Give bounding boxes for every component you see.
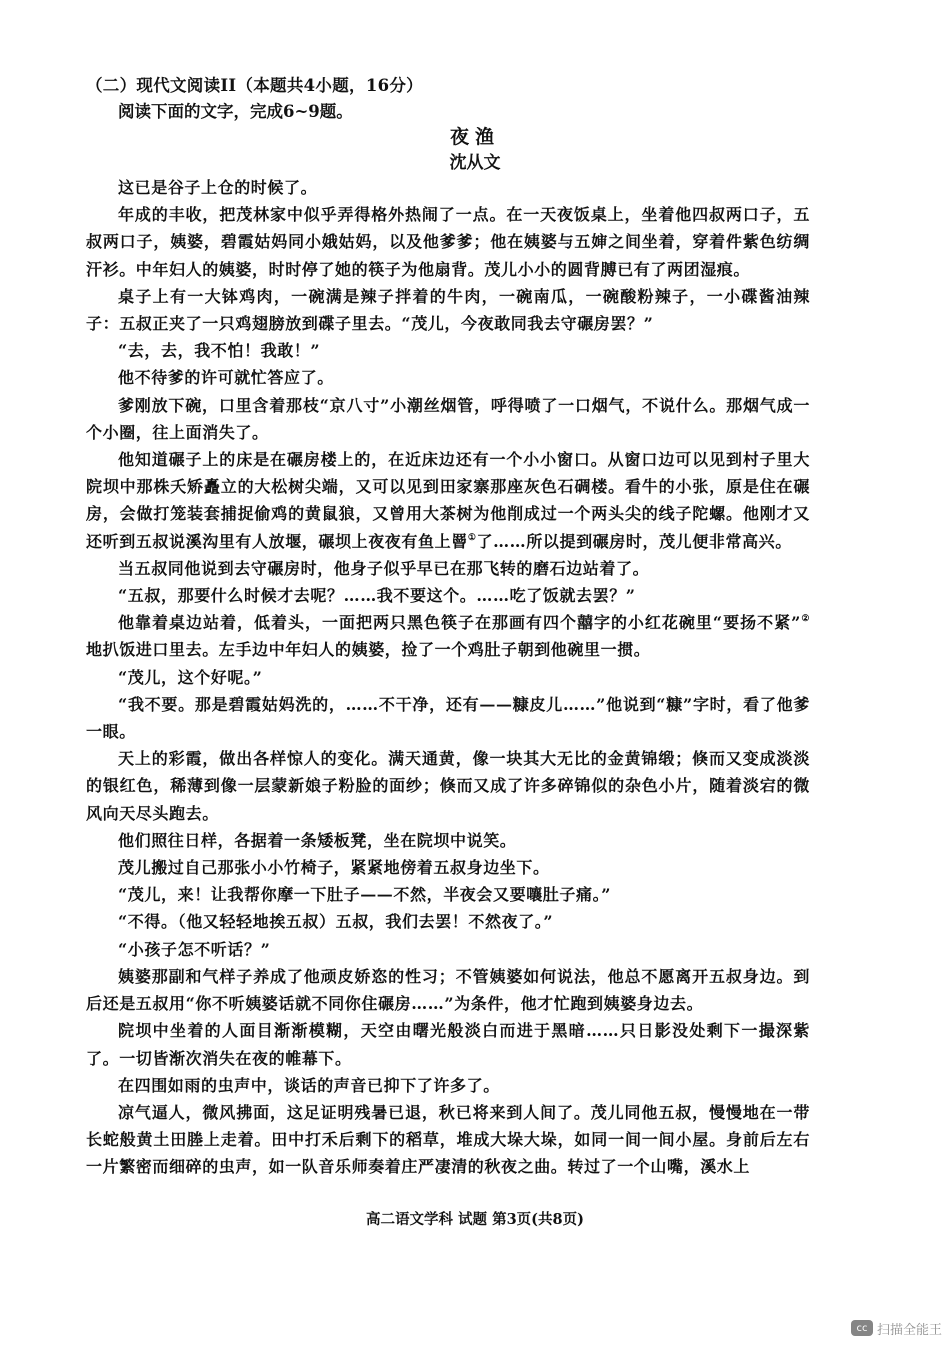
paragraph: 在四围如雨的虫声中，谈话的声音已抑下了许多了。	[118, 1075, 500, 1095]
paragraph: 当五叔同他说到去守碾房时，他身子似乎早已在那飞转的磨石边站着了。	[118, 558, 650, 578]
paragraph: 桌子上有一大钵鸡肉，一碗满是辣子拌着的牛肉，一碗南瓜，一碗酸粉辣子，一小碟酱油辣子：五叔正夹了一只鸡翅膀放到碟子里去。“茂儿，今夜敢同我去守碾房罢？”	[86, 286, 810, 334]
section-heading: （二）现代文阅读II（本题共4小题，16分）	[86, 76, 423, 95]
page-footer: 高二语文学科 试题 第3页(共8页)	[366, 1211, 584, 1228]
paragraph: “小孩子怎不听话？”	[118, 939, 271, 959]
paragraph: 他们照往日样，各据着一条矮板凳，坐在院坝中说笑。	[118, 830, 517, 850]
paragraph: “茂儿，这个好呢。”	[118, 667, 263, 687]
paragraph-text: 地扒饭进口里去。左手边中年妇人的姨婆，捡了一个鸡肚子朝到他碗里一掼。	[86, 640, 651, 660]
paragraph: 姨婆那副和气样子养成了他顽皮娇恣的性习；不管姨婆如何说法，他总不愿离开五叔身边。到后还是五叔用“你不听姨婆话就不同你住碾房……”为条件，他才忙跑到姨婆身边去。	[86, 966, 810, 1014]
paragraph: 天上的彩霞，做出各样惊人的变化。满天通黄，像一块其大无比的金黄锦缎；倏而又变成淡淡的银红色，稀薄到像一层蒙新娘子粉脸的面纱；倏而又成了许多碎锦似的杂色小片，随着淡宕的微风向天尽头跑去。	[86, 749, 810, 823]
paragraph: 茂儿搬过自己那张小小竹椅子，紧紧地傍着五叔身边坐下。	[118, 858, 550, 878]
paragraph	[86, 446, 810, 555]
paragraph: “茂儿，来！让我帮你摩一下肚子——不然，半夜会又要嚷肚子痛。”	[118, 885, 612, 905]
scanner-watermark	[851, 1318, 942, 1338]
article-author: 沈从文	[449, 153, 501, 173]
paragraph: 院坝中坐着的人面目渐渐模糊，天空由曙光般淡白而进于黑暗……只日影没处剩下一撮深紫了。一切皆渐次消失在夜的帷幕下。	[86, 1021, 810, 1068]
paragraph: “不得。（他又轻轻地挨五叔）五叔，我们去罢！不然夜了。”	[118, 912, 554, 932]
paragraph-text: 了……所以提到碾房时，茂儿便非常高兴。	[476, 531, 792, 551]
article-title: 夜渔	[449, 126, 500, 148]
paragraph: “我不要。那是碧霞姑妈洗的，……不干净，还有——糠皮儿……”他说到“糠”字时，看了他爹一眼。	[86, 694, 810, 742]
paragraph: 年成的丰收，把茂林家中似乎弄得格外热闹了一点。在一天夜饭桌上，坐着他四叔两口子，五叔两口子，姨婆，碧霞姑妈同小娥姑妈，以及他爹爹；他在姨婆与五婶之间坐着，穿着件紫色纺绸汗衫。中年妇人的姨婆，时时停了她的筷子为他扇背。茂儿小小的圆背膊已有了两团湿痕。	[86, 205, 810, 279]
paragraph: 凉气逼人，微风拂面，这足证明残暑已退，秋已将来到人间了。茂儿同他五叔，慢慢地在一带长蛇般黄土田塍上走着。田中打禾后剩下的稻草，堆成大垛大垛，如同一间一间小屋。身前后左右一片繁密而细碎的虫声，如一队音乐师奏着庄严凄清的秋夜之曲。转过了一个山嘴，溪水上	[86, 1102, 810, 1177]
article-body	[86, 174, 810, 1181]
paragraph: “去，去，我不怕！我敢！”	[118, 341, 321, 361]
watermark-text: 扫描全能王	[876, 1322, 942, 1338]
paragraph: 这已是谷子上仓的时候了。	[118, 178, 318, 197]
paragraph: “五叔，那要什么时候才去呢？……我不要这个。……吃了饭就去罢？”	[118, 586, 636, 606]
paragraph: 他不待爹的许可就忙答应了。	[118, 368, 334, 388]
footnote-mark: ②	[800, 614, 810, 625]
paragraph	[86, 609, 810, 663]
footnote-mark: ①	[467, 532, 477, 543]
paragraph: 爹刚放下碗，口里含着那枝“京八寸”小潮丝烟管，呼得喷了一口烟气，不说什么。那烟气成一个小圈，往上面消失了。	[86, 395, 810, 442]
reading-instruction: 阅读下面的文字，完成6~9题。	[118, 102, 353, 121]
scanner-logo-icon: cc	[851, 1320, 873, 1336]
paragraph-text: 他靠着桌边站着，低着头，一面把两只黑色筷子在那画有四个囍字的小红花碗里“要扬不紧”	[118, 613, 801, 633]
paragraph-text: 他知道碾子上的床是在碾房楼上的，在近床边还有一个小小窗口。从窗口边可以见到村子里大院坝中那株夭矫矗立的大松树尖端，又可以见到田家寨那座灰色石碉楼。看牛的小张，原是住在碾房，会做打笼装套捕捉偷鸡的黄鼠狼，又曾用大茶树为他削成过一个两头尖的线子陀螺。他刚才又还听到五叔说溪沟里有人放堰，碾坝上夜夜有鱼上罾	[86, 450, 810, 551]
